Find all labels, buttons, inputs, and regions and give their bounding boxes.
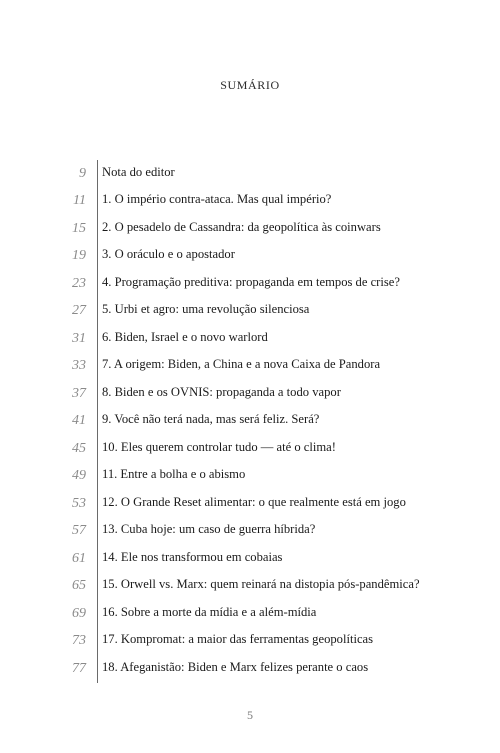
toc-page-number: 41	[72, 413, 86, 428]
toc-page-number: 73	[72, 633, 86, 648]
toc-title: 13. Cuba hoje: um caso de guerra híbrida?	[102, 522, 316, 536]
toc-entry	[0, 517, 500, 541]
toc-page-number: 49	[72, 468, 86, 483]
toc-page-number: 53	[72, 496, 86, 511]
toc-page-number: 77	[72, 661, 86, 676]
toc-entry	[0, 380, 500, 404]
toc-entry	[0, 462, 500, 486]
toc-page-number: 23	[72, 276, 86, 291]
toc-page-number: 19	[72, 248, 86, 263]
toc-title: 15. Orwell vs. Marx: quem reinará na distopia pós-pandêmica?	[102, 577, 420, 591]
toc-page-number: 15	[72, 221, 86, 236]
toc-page-number: 69	[72, 606, 86, 621]
toc-entry	[0, 572, 500, 596]
toc-title: 18. Afeganistão: Biden e Marx felizes perante o caos	[102, 660, 369, 674]
toc-page-number: 65	[72, 578, 86, 593]
toc-entry	[0, 297, 500, 321]
toc-entry	[0, 270, 500, 294]
toc-title: 10. Eles querem controlar tudo — até o clima!	[102, 440, 336, 454]
toc-entry	[0, 655, 500, 679]
toc-page-number: 45	[72, 441, 86, 456]
toc-title: Nota do editor	[102, 165, 175, 179]
toc-entry	[0, 627, 500, 651]
toc-title: 14. Ele nos transformou em cobaias	[102, 550, 283, 564]
toc-entry	[0, 600, 500, 624]
toc-title: 8. Biden e os OVNIS: propaganda a todo vapor	[102, 385, 341, 399]
toc-page-number: 9	[79, 166, 86, 181]
footer-page-number: 5	[247, 708, 253, 722]
toc-title: 1. O império contra-ataca. Mas qual império?	[102, 192, 332, 206]
toc-title: 4. Programação preditiva: propaganda em tempos de crise?	[102, 275, 400, 289]
toc-entry	[0, 490, 500, 514]
toc-page-number: 31	[72, 331, 86, 346]
toc-entry	[0, 352, 500, 376]
toc-page-number: 33	[72, 358, 86, 373]
toc-heading: SUMÁRIO	[220, 78, 280, 92]
toc-page-number: 27	[72, 303, 86, 318]
toc-entry	[0, 215, 500, 239]
toc-entry	[0, 325, 500, 349]
toc-title: 3. O oráculo e o apostador	[102, 247, 235, 261]
toc-entry	[0, 242, 500, 266]
toc-entry	[0, 187, 500, 211]
toc-entry	[0, 407, 500, 431]
toc-page-number: 57	[72, 523, 86, 538]
toc-page-number: 11	[73, 193, 86, 208]
toc-title: 7. A origem: Biden, a China e a nova Caixa de Pandora	[102, 357, 381, 371]
toc-title: 9. Você não terá nada, mas será feliz. Será?	[102, 412, 320, 426]
toc-title: 11. Entre a bolha e o abismo	[102, 467, 246, 481]
toc-title: 16. Sobre a morte da mídia e a além-mídia	[102, 605, 317, 619]
toc-title: 5. Urbi et agro: uma revolução silenciosa	[102, 302, 310, 316]
toc-title: 6. Biden, Israel e o novo warlord	[102, 330, 268, 344]
toc-entry	[0, 160, 500, 184]
toc-entry	[0, 435, 500, 459]
toc-title: 17. Kompromat: a maior das ferramentas geopolíticas	[102, 632, 374, 646]
toc-page-number: 61	[72, 551, 86, 566]
toc-entry	[0, 545, 500, 569]
toc-title: 2. O pesadelo de Cassandra: da geopolítica às coinwars	[102, 220, 381, 234]
toc-page-number: 37	[72, 386, 86, 401]
toc-title: 12. O Grande Reset alimentar: o que realmente está em jogo	[102, 495, 406, 509]
